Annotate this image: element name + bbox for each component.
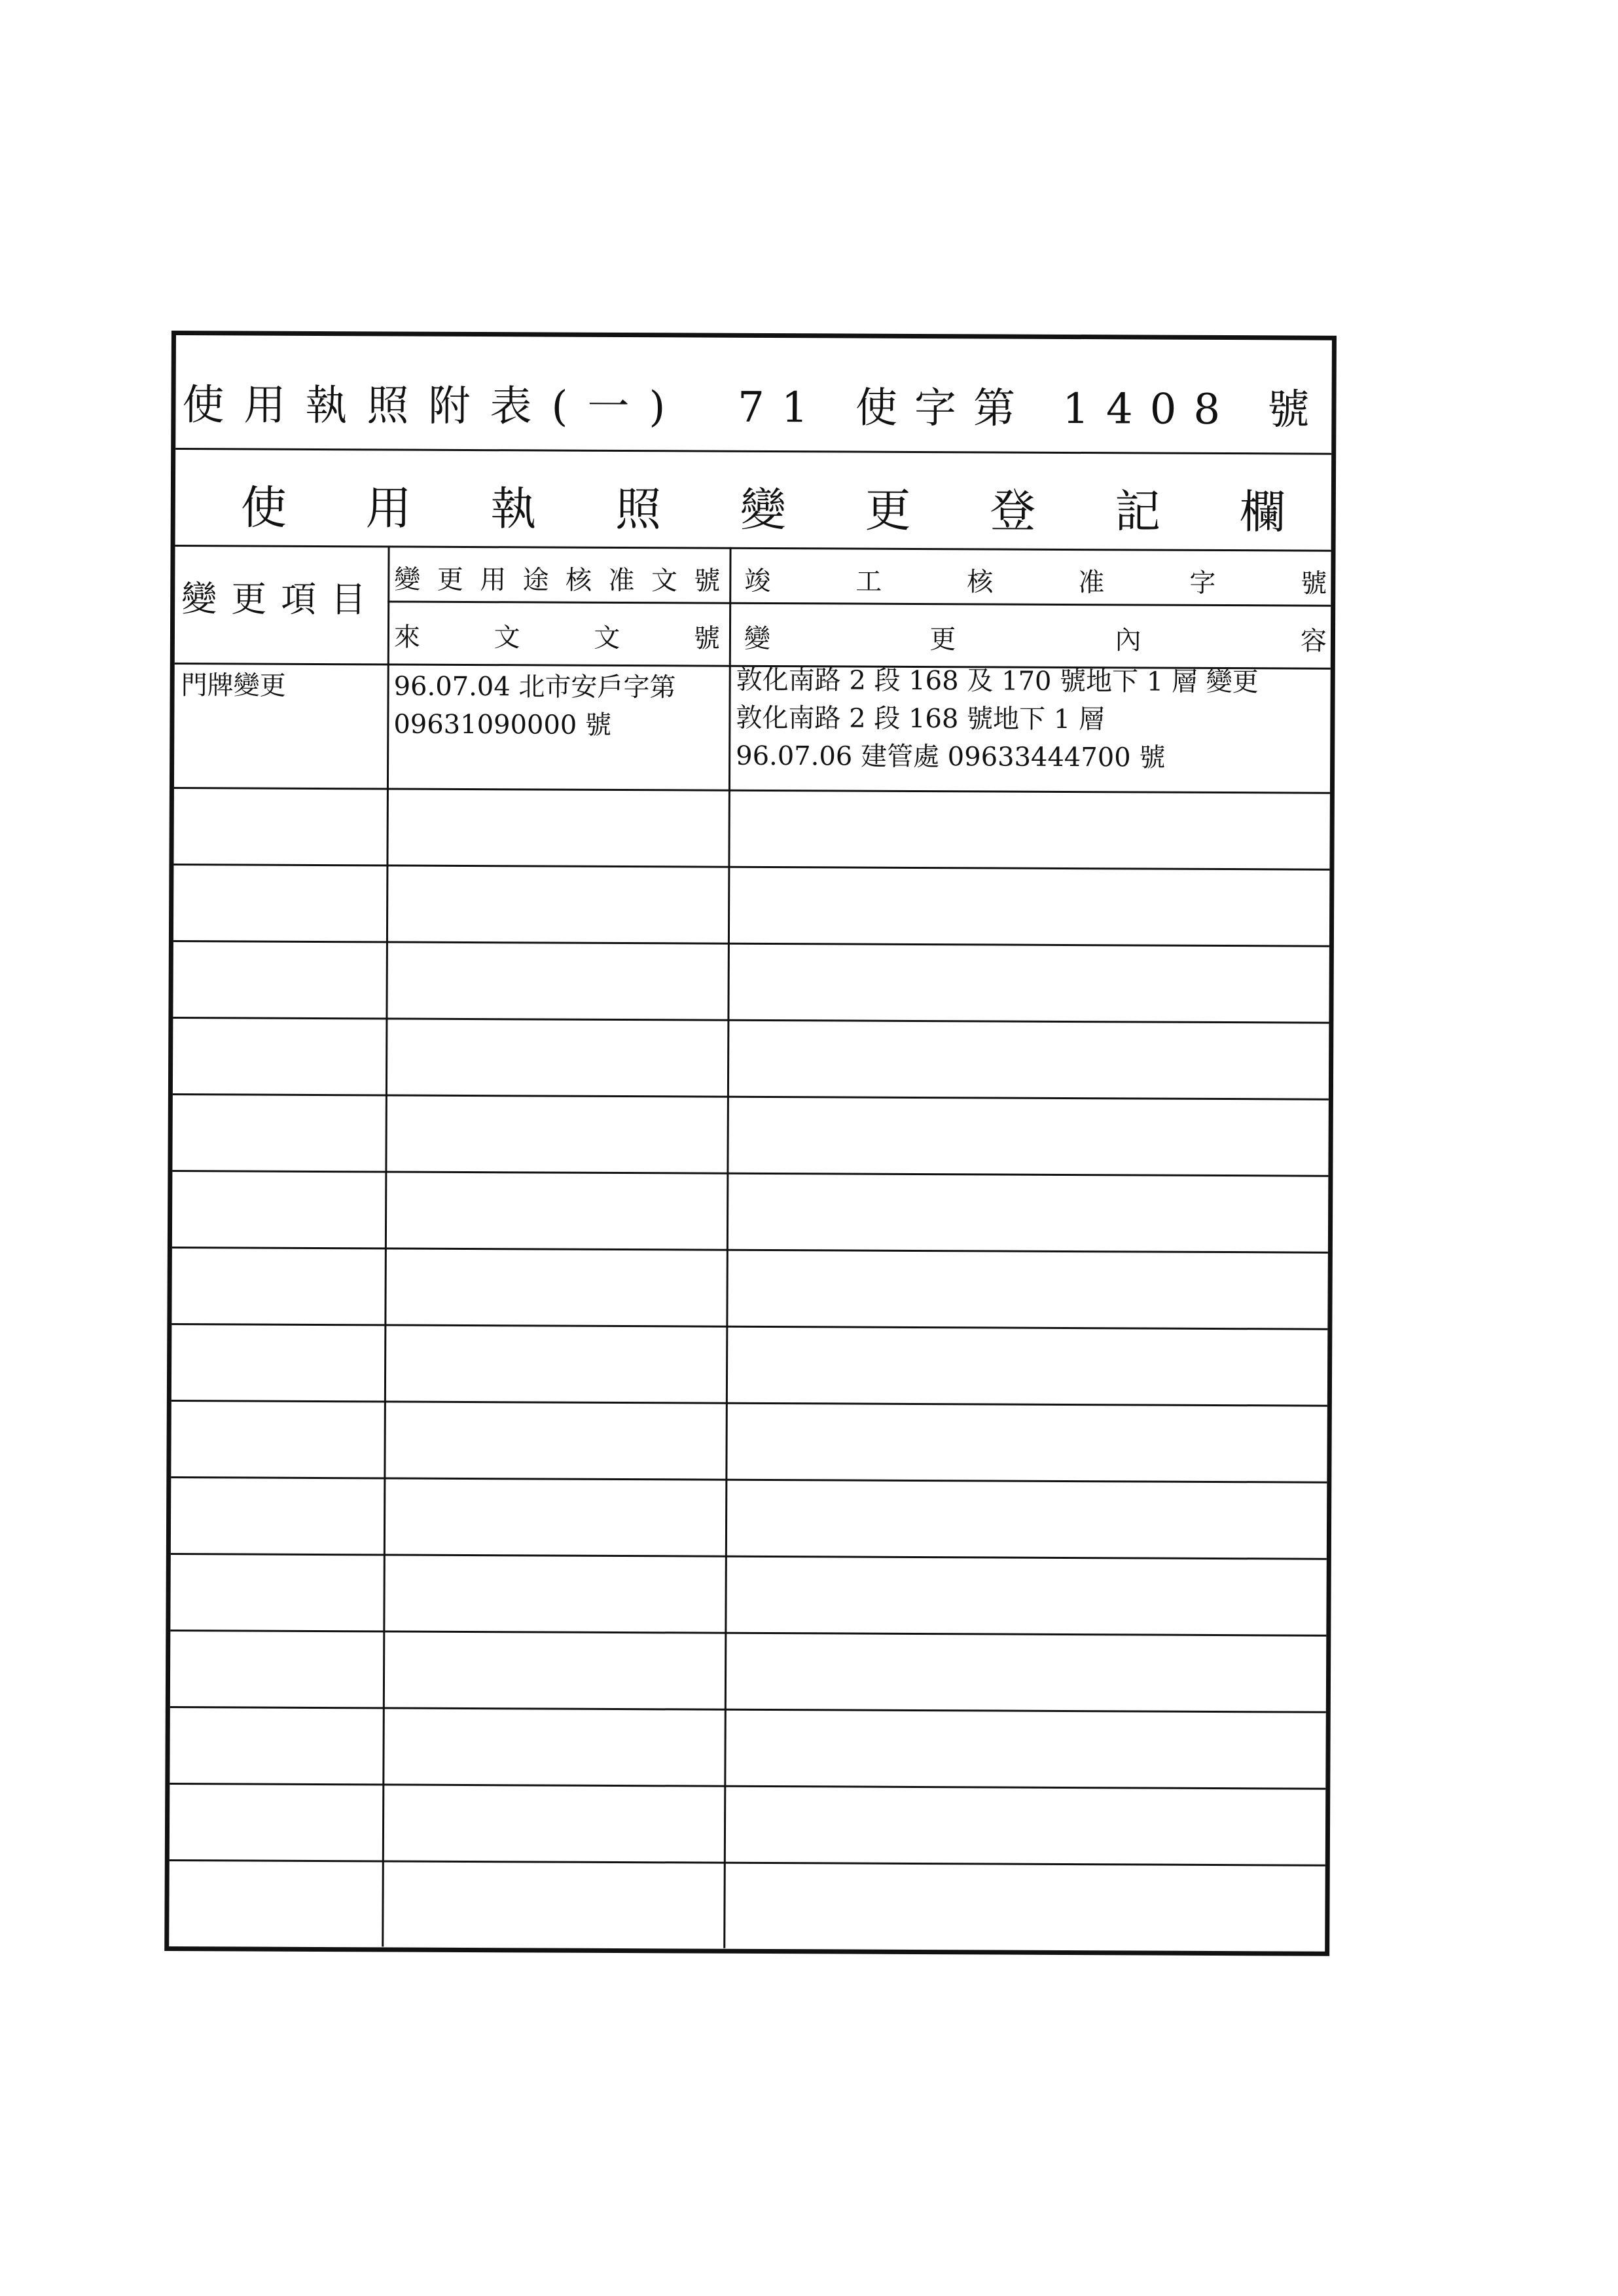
register-banner: 使 用 執 照 變 更 登 記 欄 (240, 481, 1285, 539)
row-line (172, 1170, 1328, 1177)
row-line (173, 1017, 1329, 1024)
header-approval-doc-no: 變 更 用 途 核 准 文 號 (394, 564, 721, 596)
row-line (171, 1476, 1327, 1484)
entry-doc-line: 96.07.04 北市安戶字第 (393, 671, 676, 703)
row-line (172, 1247, 1328, 1254)
usage-license-change-form (164, 331, 1337, 1956)
header-incoming-doc-no: 來 文 文 號 (393, 622, 721, 654)
entry-content-line: 敦化南路 2 段 168 號地下 1 層 (736, 702, 1106, 735)
form-title: 使用執照附表(一) (182, 381, 685, 432)
entry-change-item: 門牌變更 (181, 670, 286, 701)
row-line (170, 1630, 1326, 1637)
header-divider (387, 545, 390, 663)
row-line (173, 864, 1329, 871)
header-change-item: 變更項目 (181, 578, 381, 621)
header-split-line (387, 600, 1331, 606)
header-divider (729, 547, 732, 665)
header-completion-approval-no: 竣 工 核 准 字 號 (744, 566, 1327, 599)
row-line (174, 787, 1330, 794)
body-divider (723, 665, 731, 1948)
entry-content-line: 敦化南路 2 段 168 及 170 號地下 1 層 變更 (736, 665, 1259, 698)
body-divider (382, 663, 389, 1946)
register-banner-row (175, 448, 1332, 552)
row-line (173, 940, 1329, 947)
license-number: 71 使字第 1408 號 (737, 383, 1327, 435)
row-line (171, 1323, 1327, 1330)
row-line (170, 1783, 1325, 1790)
row-line (170, 1706, 1326, 1713)
entry-content-line: 96.07.06 建管處 09633444700 號 (736, 740, 1166, 773)
table-header (175, 545, 1331, 670)
row-line (170, 1859, 1325, 1867)
row-line (171, 1400, 1327, 1407)
form-title-row (175, 335, 1332, 455)
entry-doc-line: 09631090000 號 (393, 709, 612, 740)
row-line (173, 1093, 1329, 1101)
row-line (171, 1553, 1327, 1560)
header-change-content: 變 更 內 容 (744, 623, 1327, 657)
